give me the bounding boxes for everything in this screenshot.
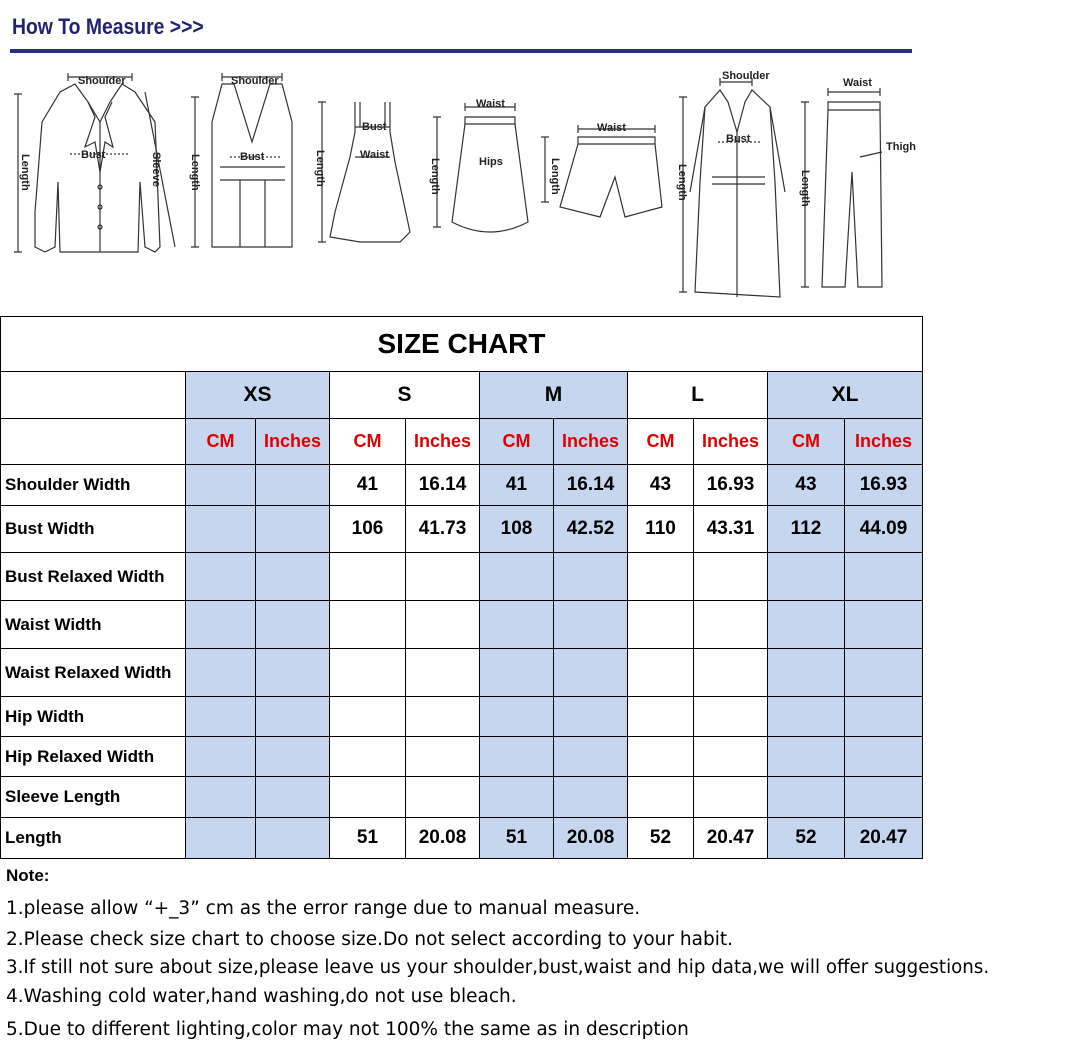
size-m-header: M <box>480 372 628 419</box>
table-cell <box>330 553 406 601</box>
row-label: Sleeve Length <box>1 777 186 818</box>
table-cell <box>256 553 330 601</box>
table-cell <box>768 601 845 649</box>
unit-header-cm: CM <box>768 419 845 465</box>
unit-header-inches: Inches <box>406 419 480 465</box>
table-cell: 16.93 <box>845 465 923 506</box>
note-item-4: 4.Washing cold water,hand washing,do not use bleach. <box>6 986 517 1007</box>
table-cell <box>694 737 768 777</box>
table-cell: 20.47 <box>694 818 768 859</box>
table-cell <box>256 649 330 697</box>
table-cell <box>845 649 923 697</box>
label-bust-coat: Bust <box>726 133 751 145</box>
table-row <box>1 737 923 777</box>
table-cell <box>330 737 406 777</box>
table-cell <box>480 737 554 777</box>
label-hips-skirt: Hips <box>479 156 503 168</box>
table-cell <box>186 697 256 737</box>
table-cell: 43.31 <box>694 506 768 553</box>
unit-header-cm: CM <box>480 419 554 465</box>
label-length-blouse: Length <box>19 154 31 191</box>
table-cell <box>186 506 256 553</box>
unit-header-inches: Inches <box>845 419 923 465</box>
table-cell <box>256 737 330 777</box>
table-row <box>1 697 923 737</box>
unit-header-row <box>1 419 923 465</box>
label-length-dress: Length <box>314 150 326 187</box>
table-cell <box>694 553 768 601</box>
table-cell <box>845 601 923 649</box>
size-chart-body <box>1 317 923 859</box>
size-chart-title: SIZE CHART <box>1 317 923 372</box>
label-waist-dress: Waist <box>360 149 389 161</box>
table-cell: 41.73 <box>406 506 480 553</box>
size-l-header: L <box>628 372 768 419</box>
table-cell <box>186 649 256 697</box>
size-xs-header: XS <box>186 372 330 419</box>
table-cell: 106 <box>330 506 406 553</box>
table-cell <box>256 697 330 737</box>
label-waist-shorts: Waist <box>597 122 626 134</box>
label-waist-pants: Waist <box>843 77 872 89</box>
size-chart-table <box>0 316 923 859</box>
table-cell <box>330 777 406 818</box>
table-cell <box>694 777 768 818</box>
unit-header-blank <box>1 419 186 465</box>
size-xl-header: XL <box>768 372 923 419</box>
unit-header-inches: Inches <box>256 419 330 465</box>
table-row <box>1 601 923 649</box>
row-label: Waist Width <box>1 601 186 649</box>
coat-illustration <box>679 78 785 297</box>
table-cell <box>554 553 628 601</box>
table-cell <box>554 737 628 777</box>
label-shoulder-coat: Shoulder <box>722 70 770 82</box>
label-bust-tank: Bust <box>240 151 265 163</box>
notes-heading: Note: <box>6 866 50 885</box>
table-cell <box>256 818 330 859</box>
unit-header-cm: CM <box>330 419 406 465</box>
row-label: Shoulder Width <box>1 465 186 506</box>
table-cell <box>186 818 256 859</box>
table-cell <box>480 697 554 737</box>
table-cell: 112 <box>768 506 845 553</box>
table-cell: 51 <box>330 818 406 859</box>
label-length-tank: Length <box>189 154 201 191</box>
row-label: Hip Relaxed Width <box>1 737 186 777</box>
row-label: Bust Width <box>1 506 186 553</box>
note-item-1: 1.please allow “+_3” cm as the error range due to manual measure. <box>6 898 641 919</box>
note-item-5: 5.Due to different lighting,color may not 100% the same as in description <box>6 1019 689 1040</box>
table-cell: 52 <box>768 818 845 859</box>
table-cell <box>480 777 554 818</box>
note-item-2: 2.Please check size chart to choose size.Do not select according to your habit. <box>6 929 733 950</box>
table-cell <box>845 737 923 777</box>
table-cell <box>768 553 845 601</box>
row-label: Length <box>1 818 186 859</box>
table-cell <box>554 777 628 818</box>
table-cell <box>554 601 628 649</box>
table-cell <box>845 553 923 601</box>
table-cell <box>406 697 480 737</box>
table-cell <box>330 649 406 697</box>
table-cell <box>554 697 628 737</box>
table-cell <box>406 777 480 818</box>
table-row <box>1 465 923 506</box>
table-cell <box>694 649 768 697</box>
label-waist-skirt: Waist <box>476 98 505 110</box>
unit-header-inches: Inches <box>694 419 768 465</box>
table-cell <box>768 777 845 818</box>
label-bust-blouse: Bust <box>81 149 106 161</box>
table-cell <box>628 697 694 737</box>
row-label: Bust Relaxed Width <box>1 553 186 601</box>
table-cell <box>628 601 694 649</box>
unit-header-cm: CM <box>186 419 256 465</box>
pants-illustration <box>801 88 882 287</box>
table-cell <box>628 777 694 818</box>
label-length-shorts: Length <box>549 158 561 195</box>
table-cell <box>845 697 923 737</box>
table-cell <box>768 737 845 777</box>
table-cell <box>480 601 554 649</box>
table-cell: 16.93 <box>694 465 768 506</box>
table-cell: 16.14 <box>554 465 628 506</box>
table-cell <box>330 697 406 737</box>
table-cell <box>694 697 768 737</box>
unit-header-inches: Inches <box>554 419 628 465</box>
table-cell: 51 <box>480 818 554 859</box>
table-row <box>1 649 923 697</box>
table-cell <box>256 777 330 818</box>
unit-header-cm: CM <box>628 419 694 465</box>
table-cell <box>186 777 256 818</box>
table-cell <box>628 553 694 601</box>
table-cell <box>406 553 480 601</box>
table-row <box>1 818 923 859</box>
table-cell: 52 <box>628 818 694 859</box>
label-length-pants: Length <box>799 170 811 207</box>
table-cell: 20.47 <box>845 818 923 859</box>
row-label: Hip Width <box>1 697 186 737</box>
row-label: Waist Relaxed Width <box>1 649 186 697</box>
note-item-3: 3.If still not sure about size,please leave us your shoulder,bust,waist and hip data,we will offer suggestions. <box>6 957 990 978</box>
table-cell: 43 <box>768 465 845 506</box>
how-to-measure-header <box>10 10 912 58</box>
table-row <box>1 553 923 601</box>
table-row <box>1 506 923 553</box>
table-cell <box>480 649 554 697</box>
measurement-illustrations <box>0 62 920 307</box>
label-shoulder-tank: Shoulder <box>231 75 279 87</box>
label-bust-dress: Bust <box>362 121 387 133</box>
label-shoulder-blouse: Shoulder <box>78 75 126 87</box>
table-cell <box>256 506 330 553</box>
table-cell <box>256 465 330 506</box>
table-cell: 20.08 <box>554 818 628 859</box>
size-s-header: S <box>330 372 480 419</box>
table-cell <box>768 649 845 697</box>
table-cell <box>406 649 480 697</box>
table-cell <box>694 601 768 649</box>
table-cell <box>406 601 480 649</box>
label-sleeve: Sleeve <box>150 152 162 187</box>
table-cell: 44.09 <box>845 506 923 553</box>
table-cell: 110 <box>628 506 694 553</box>
table-cell: 42.52 <box>554 506 628 553</box>
table-cell <box>186 553 256 601</box>
table-cell <box>186 465 256 506</box>
table-cell <box>768 697 845 737</box>
table-cell <box>480 553 554 601</box>
table-cell: 16.14 <box>406 465 480 506</box>
table-cell <box>406 737 480 777</box>
table-cell: 41 <box>330 465 406 506</box>
table-cell <box>554 649 628 697</box>
label-length-coat: Length <box>676 164 688 201</box>
table-cell: 41 <box>480 465 554 506</box>
table-cell <box>186 737 256 777</box>
table-cell: 20.08 <box>406 818 480 859</box>
size-header-blank <box>1 372 186 419</box>
table-cell <box>628 649 694 697</box>
table-cell <box>256 601 330 649</box>
table-cell: 43 <box>628 465 694 506</box>
table-cell <box>186 601 256 649</box>
label-length-skirt: Length <box>429 158 441 195</box>
table-cell <box>628 737 694 777</box>
label-thigh: Thigh <box>886 141 916 153</box>
header-title: How To Measure >>> <box>12 14 204 39</box>
header-divider <box>10 49 912 53</box>
table-cell <box>330 601 406 649</box>
size-header-row <box>1 372 923 419</box>
table-cell: 108 <box>480 506 554 553</box>
table-row <box>1 777 923 818</box>
table-cell <box>845 777 923 818</box>
